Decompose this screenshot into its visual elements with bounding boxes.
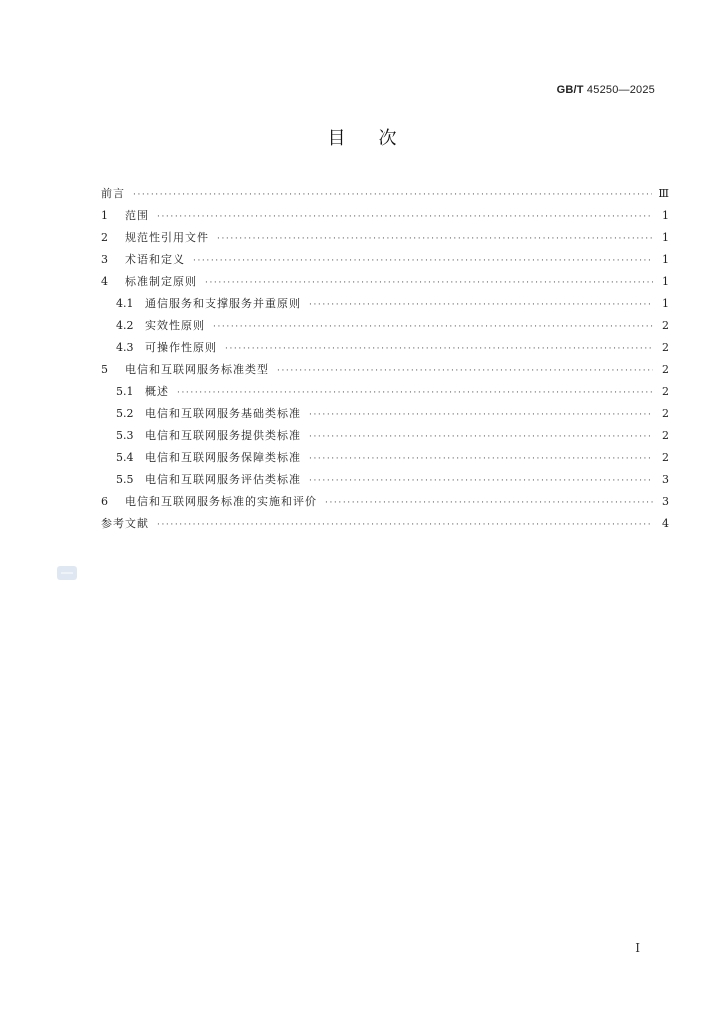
toc-page: 4 [662,517,669,530]
toc-page: 2 [662,319,669,332]
toc-title: 电信和互联网服务标准类型 [125,363,269,376]
toc-entry-5-4[interactable] [101,447,669,469]
toc-number: 5.2 [116,407,134,420]
toc-title: 电信和互联网服务标准的实施和评价 [125,495,317,508]
toc-number: 4.2 [116,319,134,332]
toc-leader [217,228,653,250]
toc-page: 1 [662,231,669,244]
toc-number: 5 [101,363,108,376]
toc-entry-5-5[interactable] [101,469,669,491]
toc-page: 1 [662,253,669,266]
toc-leader [213,316,653,338]
toc-title: 概述 [145,385,169,398]
toc-entry-4-3[interactable] [101,337,669,359]
toc-entry-4-2[interactable] [101,315,669,337]
toc-entry-references[interactable] [101,513,669,535]
toc-number: 4.3 [116,341,134,354]
toc-number: 5.4 [116,451,134,464]
toc-page: 2 [662,429,669,442]
toc-leader [225,338,653,360]
toc-number: 5.5 [116,473,134,486]
toc-title: 电信和互联网服务保障类标准 [145,451,301,464]
toc-leader [325,492,653,514]
standard-code: 45250—2025 [583,84,655,96]
toc-title: 可操作性原则 [145,341,217,354]
page-title: 目次 [327,128,430,149]
toc-number: 4.1 [116,297,134,310]
standard-prefix: GB/T [556,84,584,96]
toc-entry-4[interactable] [101,271,669,293]
toc-leader [309,294,653,316]
toc-entry-1[interactable] [101,205,669,227]
toc-leader [133,184,652,206]
toc-entry-5-2[interactable] [101,403,669,425]
toc-leader [309,404,653,426]
toc-title: 参考文献 [101,517,149,530]
toc-leader [205,272,653,294]
toc-title: 电信和互联网服务基础类标准 [145,407,301,420]
toc-leader [157,206,653,228]
page-number: I [635,941,640,955]
toc-leader [309,448,653,470]
toc-number: 1 [101,209,108,222]
toc-leader [309,426,653,448]
toc-page: 2 [662,385,669,398]
toc-page: Ⅲ [658,187,669,200]
toc-number: 5.1 [116,385,134,398]
toc-page: 2 [662,407,669,420]
toc-page: 2 [662,341,669,354]
toc-title: 实效性原则 [145,319,205,332]
toc-page: 2 [662,451,669,464]
toc-leader [157,514,653,536]
toc-entry-2[interactable] [101,227,669,249]
toc-entry-4-1[interactable] [101,293,669,315]
toc-leader [177,382,653,404]
toc-page: 2 [662,363,669,376]
toc-leader [193,250,653,272]
toc-entry-5-1[interactable] [101,381,669,403]
toc-number: 2 [101,231,108,244]
toc-title: 规范性引用文件 [125,231,209,244]
toc-title: 前言 [101,187,125,200]
toc-leader [277,360,653,382]
toc-page: 1 [662,297,669,310]
toc-page: 1 [662,275,669,288]
toc-entry-preface[interactable] [101,183,669,205]
toc-title: 范围 [125,209,149,222]
watermark-logo-icon [57,566,77,580]
table-of-contents [101,183,669,535]
toc-number: 5.3 [116,429,134,442]
toc-number: 6 [101,495,108,508]
toc-entry-3[interactable] [101,249,669,271]
standard-number [557,84,655,96]
toc-entry-6[interactable] [101,491,669,513]
toc-title: 电信和互联网服务评估类标准 [145,473,301,486]
toc-page: 3 [662,473,669,486]
toc-leader [309,470,653,492]
toc-page: 1 [662,209,669,222]
toc-title: 通信服务和支撑服务并重原则 [145,297,301,310]
toc-title: 术语和定义 [125,253,185,266]
toc-number: 4 [101,275,108,288]
toc-number: 3 [101,253,108,266]
toc-entry-5[interactable] [101,359,669,381]
toc-title: 电信和互联网服务提供类标准 [145,429,301,442]
toc-title: 标准制定原则 [125,275,197,288]
toc-entry-5-3[interactable] [101,425,669,447]
toc-page: 3 [662,495,669,508]
